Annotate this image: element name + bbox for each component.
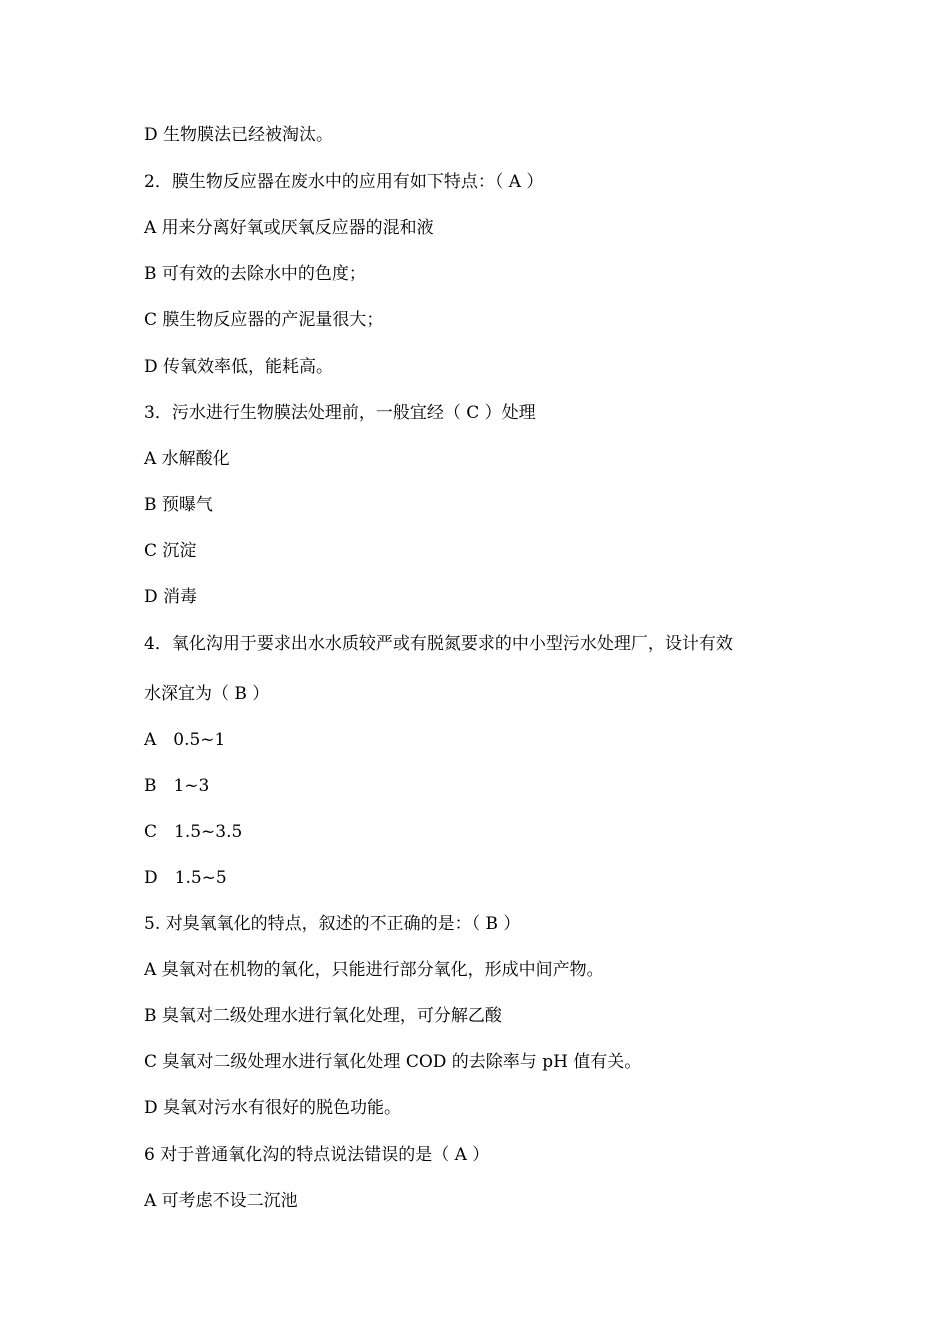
option-3d: D 消毒	[144, 587, 198, 607]
option-1d: D 生物膜法已经被淘汰。	[144, 125, 334, 145]
question-3: 3．污水进行生物膜法处理前，一般宜经（ C ）处理	[144, 403, 536, 423]
option-4a: A 0.5~1	[144, 730, 226, 750]
option-5c: C 臭氧对二级处理水进行氧化处理 COD 的去除率与 pH 值有关。	[144, 1052, 642, 1072]
option-5b: B 臭氧对二级处理水进行氧化处理，可分解乙酸	[144, 1006, 502, 1026]
question-4-line-2: 水深宜为（ B ）	[144, 684, 270, 704]
question-4-line-1: 4．氧化沟用于要求出水水质较严或有脱氮要求的中小型污水处理厂，设计有效	[144, 634, 733, 654]
option-4b: B 1~3	[144, 776, 210, 796]
option-5d: D 臭氧对污水有很好的脱色功能。	[144, 1098, 402, 1118]
option-2b: B 可有效的去除水中的色度；	[144, 264, 366, 284]
option-3b: B 预曝气	[144, 495, 213, 515]
question-6: 6 对于普通氧化沟的特点说法错误的是（ A ）	[144, 1145, 490, 1165]
option-5a: A 臭氧对在机物的氧化，只能进行部分氧化，形成中间产物。	[144, 960, 604, 980]
option-2d: D 传氧效率低，能耗高。	[144, 357, 334, 377]
option-3a: A 水解酸化	[144, 449, 230, 469]
option-4c: C 1.5~3.5	[144, 822, 243, 842]
option-2c: C 膜生物反应器的产泥量很大；	[144, 310, 384, 330]
option-2a: A 用来分离好氧或厌氧反应器的混和液	[144, 218, 434, 238]
option-3c: C 沉淀	[144, 541, 197, 561]
option-4d: D 1.5~5	[144, 868, 227, 888]
question-2: 2．膜生物反应器在废水中的应用有如下特点：（ A ）	[144, 172, 544, 192]
question-5: 5. 对臭氧氧化的特点，叙述的不正确的是：（ B ）	[144, 914, 521, 934]
option-6a: A 可考虑不设二沉池	[144, 1191, 298, 1211]
